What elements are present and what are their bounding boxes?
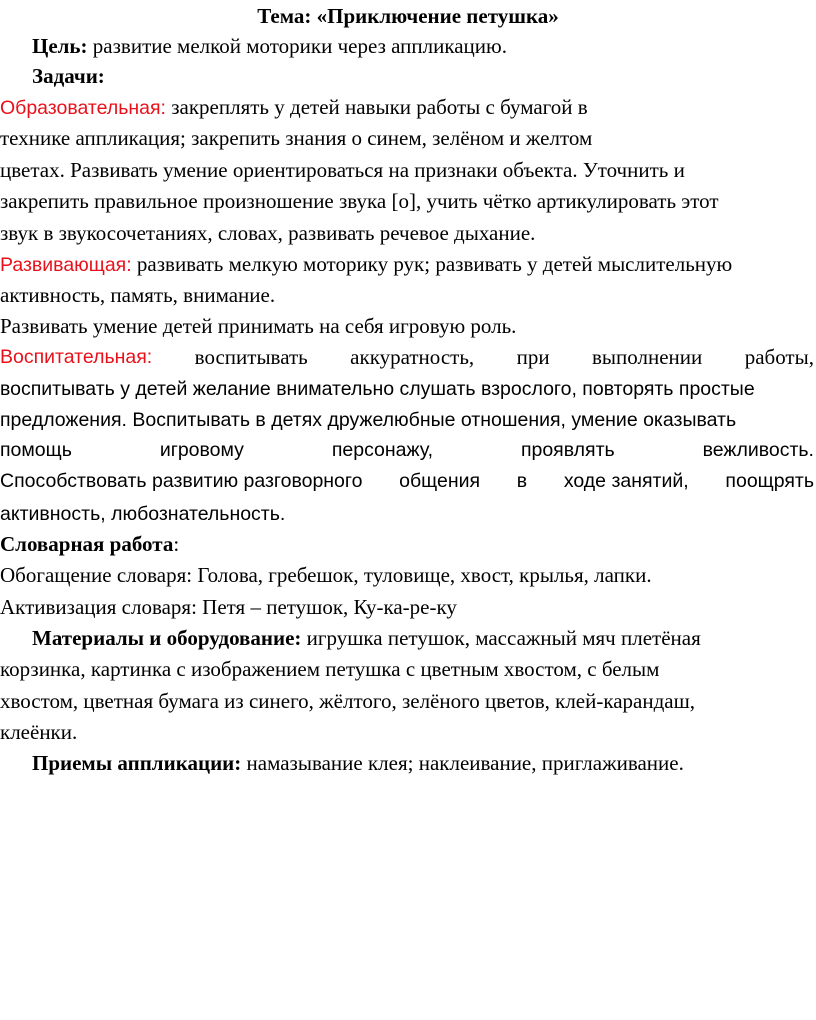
developing-line-3 xyxy=(0,311,816,341)
upbringing-word: игровому xyxy=(159,439,244,461)
educational-text-3: цветах. Развивать умение ориентироваться на признаки объекта. Уточнить и xyxy=(0,158,685,182)
vocabulary-colon: : xyxy=(173,532,180,556)
educational-label: Образовательная: xyxy=(0,97,166,119)
materials-line-2 xyxy=(0,654,816,684)
upbringing-word: проявлять xyxy=(520,439,615,461)
upbringing-word: выполнении xyxy=(592,345,703,369)
vocabulary-label: Словарная работа xyxy=(0,532,174,556)
upbringing-word: при xyxy=(516,345,550,369)
educational-text-1: закреплять у детей навыки работы с бумагой в xyxy=(165,95,588,119)
lesson-title xyxy=(0,1,816,31)
upbringing-text-6: активность, любознательность. xyxy=(0,503,286,525)
educational-text-4: закрепить правильное произношение звука [о], учить чётко артикулировать этот xyxy=(0,189,719,213)
goal-text: развитие мелкой моторики через аппликацию. xyxy=(87,34,507,58)
materials-text-1: игрушка петушок, массажный мяч плетёная xyxy=(301,626,701,650)
tasks-heading xyxy=(0,61,816,91)
upbringing-word: в xyxy=(516,470,528,492)
upbringing-word: воспитывать xyxy=(194,345,308,369)
upbringing-word: Способствовать развитию разговорного xyxy=(0,470,363,492)
upbringing-word: поощрять xyxy=(725,470,814,492)
upbringing-label: Воспитательная: xyxy=(0,346,153,368)
materials-line-3 xyxy=(0,686,816,716)
developing-line-2 xyxy=(0,280,816,310)
upbringing-text-2: воспитывать у детей желание внимательно слушать взрослого, повторять простые xyxy=(0,378,755,400)
educational-line-1 xyxy=(0,92,816,122)
educational-line-2 xyxy=(0,123,816,153)
developing-text-3: Развивать умение детей принимать на себя игровую роль. xyxy=(0,314,517,338)
upbringing-line-1 xyxy=(0,342,816,372)
educational-line-3 xyxy=(0,155,816,185)
upbringing-word: персонажу, xyxy=(331,439,433,461)
developing-line-1 xyxy=(0,249,816,279)
upbringing-line-4 xyxy=(0,435,816,465)
upbringing-line-6 xyxy=(0,498,816,528)
educational-line-4 xyxy=(0,186,816,216)
vocabulary-heading xyxy=(0,529,816,559)
techniques-label: Приемы аппликации: xyxy=(32,751,242,775)
materials-line-1 xyxy=(0,623,816,653)
vocabulary-activation-text: Активизация словаря: Петя – петушок, Ку-ка-ре-ку xyxy=(0,595,457,619)
upbringing-line-2 xyxy=(0,373,816,403)
educational-line-5 xyxy=(0,218,816,248)
upbringing-word: аккуратность, xyxy=(350,345,475,369)
materials-line-4 xyxy=(0,717,816,747)
vocabulary-activation xyxy=(0,592,816,622)
upbringing-word: работы, xyxy=(744,345,814,369)
upbringing-word: помощь xyxy=(0,439,72,461)
vocabulary-enrichment xyxy=(0,560,816,590)
techniques-line xyxy=(0,748,816,778)
upbringing-text-3: предложения. Воспитывать в детях дружелюбные отношения, умение оказывать xyxy=(0,409,737,431)
educational-text-5: звук в звукосочетаниях, словах, развивать речевое дыхание. xyxy=(0,221,536,245)
upbringing-word: вежливость. xyxy=(702,439,814,461)
lesson-title-text: Тема: «Приключение петушка» xyxy=(257,4,559,28)
tasks-heading-text: Задачи: xyxy=(32,64,105,88)
educational-text-2: технике аппликация; закрепить знания о синем, зелёном и желтом xyxy=(0,126,593,150)
materials-text-4: клеёнки. xyxy=(0,720,78,744)
developing-text-2: активность, память, внимание. xyxy=(0,283,276,307)
materials-text-2: корзинка, картинка с изображением петушка с цветным хвостом, с белым xyxy=(0,657,660,681)
materials-text-3: хвостом, цветная бумага из синего, жёлтого, зелёного цветов, клей-карандаш, xyxy=(0,689,696,713)
developing-label: Развивающая: xyxy=(0,254,132,276)
upbringing-line-5 xyxy=(0,466,816,496)
developing-text-1: развивать мелкую моторику рук; развивать у детей мыслительную xyxy=(131,252,733,276)
upbringing-word: ходе занятий, xyxy=(563,470,689,492)
materials-label: Материалы и оборудование: xyxy=(32,626,302,650)
vocabulary-enrichment-text: Обогащение словаря: Голова, гребешок, туловище, хвост, крылья, лапки. xyxy=(0,563,652,587)
upbringing-word: общения xyxy=(399,470,481,492)
techniques-text: намазывание клея; наклеивание, приглаживание. xyxy=(241,751,684,775)
goal-line xyxy=(0,31,816,61)
upbringing-line-3 xyxy=(0,404,816,434)
goal-label: Цель: xyxy=(32,34,88,58)
